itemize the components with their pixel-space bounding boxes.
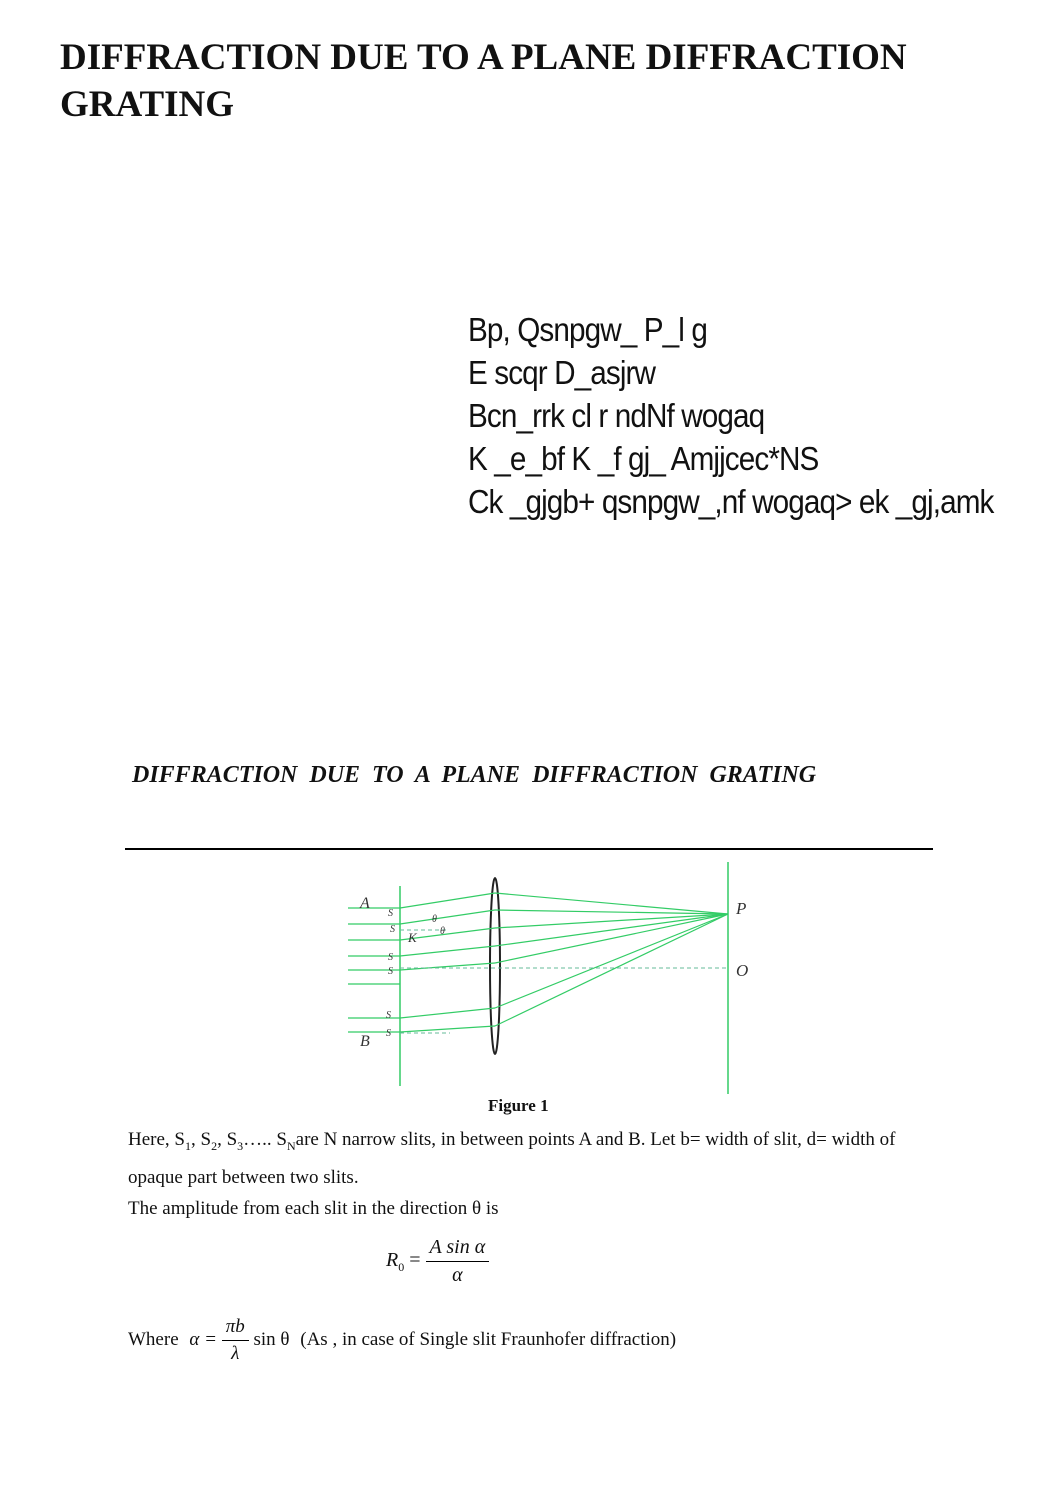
document-title: DIFFRACTION DUE TO A PLANE DIFFRACTION GRATING [60, 37, 907, 125]
section-title: DIFFRACTION DUE TO A PLANE DIFFRACTION GRATING [132, 762, 817, 788]
where-sin: sin θ [253, 1328, 290, 1350]
where-alpha: α = [189, 1328, 222, 1350]
garbled-line-5: Ck _gjgb+ qsnpgw_,nf wogaq> ek _gj,amk [468, 483, 994, 520]
sub-3: 3 [237, 1138, 244, 1153]
para1-rest: are N narrow slits, in between points A and B. Let b= width of slit, d= width of opaque part between two slits. [128, 1129, 896, 1188]
eq1-numerator: A sin α [426, 1236, 490, 1262]
eq1-lhs: R [386, 1249, 399, 1272]
label-o: O [736, 961, 749, 980]
eq1-denominator: α [452, 1264, 463, 1286]
label-k1: K [408, 930, 417, 945]
label-s3: S [388, 952, 393, 963]
horizontal-rule [125, 848, 933, 850]
where-denominator: λ [231, 1343, 240, 1364]
garbled-line-3: Bcn_rrk cl r ndNf wogaq [468, 397, 765, 434]
label-s4: S [388, 966, 393, 977]
sub-1: 1 [184, 1138, 191, 1153]
label-s1: S [388, 908, 393, 919]
paragraph-slits [128, 1124, 943, 1193]
grating-diagram [340, 858, 760, 1098]
dashed-lines [400, 930, 728, 1033]
garbled-line-2: E scqr D_asjrw [468, 354, 656, 391]
where-fraction [222, 1316, 249, 1365]
garbled-line-1: Bp, Qsnpgw_ P_l g [468, 311, 707, 348]
label-p: P [736, 899, 747, 918]
para1-here: Here, S [128, 1129, 185, 1150]
garbled-text-block [468, 308, 994, 523]
figure-caption: Figure 1 [488, 1096, 549, 1115]
eq1-lhs-sub: 0 [398, 1260, 405, 1275]
eq1-fraction [426, 1236, 490, 1287]
label-sn1: S [386, 1010, 391, 1021]
label-sn: S [386, 1028, 391, 1039]
label-theta-2: θ [440, 926, 445, 937]
where-note: (As , in case of Single slit Fraunhofer diffraction) [300, 1328, 677, 1350]
para1-comma1: , S [190, 1129, 212, 1150]
equation-r0 [386, 1236, 489, 1287]
diffracted-rays [400, 893, 728, 1032]
sub-n: N [286, 1138, 296, 1153]
label-b: B [360, 1033, 370, 1050]
where-numerator: πb [222, 1316, 249, 1341]
label-theta-1: θ [432, 914, 437, 925]
paragraph-amplitude: The amplitude from each slit in the direction θ is [128, 1198, 499, 1219]
para1-comma2: , S [217, 1129, 238, 1150]
where-word: Where [128, 1328, 179, 1350]
label-a: A [360, 895, 370, 912]
garbled-line-4: K _e_bf K _f gj_ Amjjcec*NS [468, 440, 819, 477]
eq1-equals: = [404, 1249, 426, 1272]
sub-2: 2 [211, 1138, 218, 1153]
label-s2: S [390, 924, 395, 935]
where-line [128, 1316, 948, 1365]
convex-lens [490, 878, 500, 1054]
para1-dots: ….. S [243, 1129, 287, 1150]
